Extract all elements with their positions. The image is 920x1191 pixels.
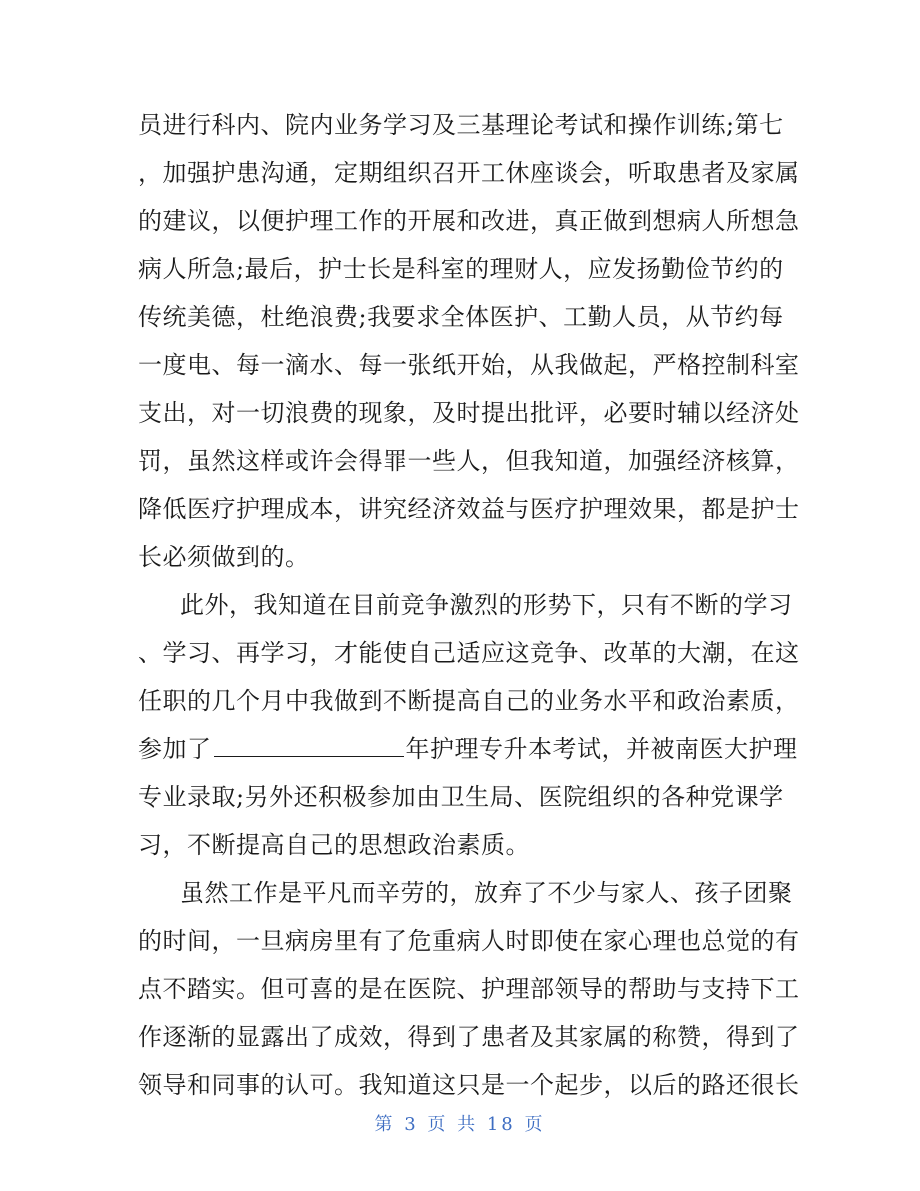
text-line: 、学习、再学习，才能使自己适应这竞争、改革的大潮，在这 — [138, 639, 800, 667]
text-line: 此外，我知道在目前竞争激烈的形势下，只有不断的学习 — [180, 591, 793, 619]
text-fragment: 参加了 — [138, 735, 212, 763]
text-line: 领导和同事的认可。我知道这只是一个起步，以后的路还很长 — [138, 1071, 800, 1099]
text-line: 罚，虽然这样或许会得罪一些人，但我知道，加强经济核算， — [138, 447, 800, 475]
text-line: 习，不断提高自己的思想政治素质。 — [138, 831, 530, 859]
text-line: 的时间，一旦病房里有了危重病人时即使在家心理也总觉的有 — [138, 927, 800, 955]
text-line: 支出，对一切浪费的现象，及时提出批评，必要时辅以经济处 — [138, 399, 800, 427]
text-line: 一度电、每一滴水、每一张纸开始，从我做起，严格控制科室 — [138, 351, 800, 379]
text-line: 员进行科内、院内业务学习及三基理论考试和操作训练;第七 — [138, 111, 784, 139]
text-line: 降低医疗护理成本，讲究经济效益与医疗护理效果，都是护士 — [138, 495, 800, 523]
text-line: 虽然工作是平凡而辛劳的，放弃了不少与家人、孩子团聚 — [180, 879, 793, 907]
text-line-with-blank — [138, 724, 798, 774]
text-line: 病人所急;最后，护士长是科室的理财人，应发扬勤俭节约的 — [138, 255, 784, 283]
text-line: 传统美德，杜绝浪费;我要求全体医护、工勤人员，从节约每 — [138, 303, 784, 331]
text-line: 点不踏实。但可喜的是在医院、护理部领导的帮助与支持下工 — [138, 975, 800, 1003]
text-line: 任职的几个月中我做到不断提高自己的业务水平和政治素质， — [138, 687, 800, 715]
page-number-footer: 第 3 页 共 18 页 — [374, 1114, 546, 1135]
text-line: ，加强护患沟通，定期组织召开工休座谈会，听取患者及家属 — [138, 159, 800, 187]
fill-in-blank — [214, 738, 404, 757]
text-line: 长必须做到的。 — [138, 543, 310, 571]
text-fragment: 年护理专升本考试，并被南医大护理 — [405, 735, 798, 763]
text-line: 的建议，以便护理工作的开展和改进，真正做到想病人所想急 — [138, 207, 800, 235]
text-line: 作逐渐的显露出了成效，得到了患者及其家属的称赞，得到了 — [138, 1023, 800, 1051]
text-line: 专业录取;另外还积极参加由卫生局、医院组织的各种党课学 — [138, 783, 784, 811]
